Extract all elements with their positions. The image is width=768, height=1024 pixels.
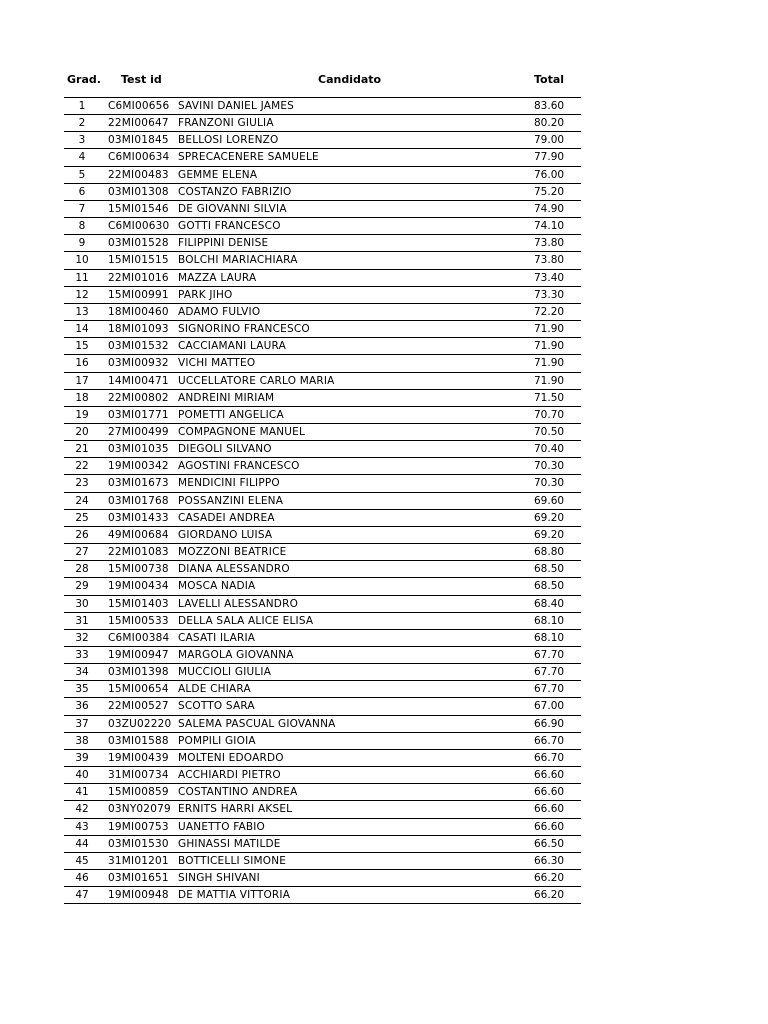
row-rank: 9	[78, 237, 86, 250]
row-total: 66.60	[534, 769, 565, 782]
row-candidate: SAVINI DANIEL JAMES	[178, 100, 295, 112]
row-rank: 39	[75, 751, 89, 764]
row-test-id: 31MI01201	[108, 854, 169, 867]
row-candidate: PARK JIHO	[178, 288, 233, 301]
row-candidate: MOSCA NADIA	[178, 580, 256, 593]
row-total: 66.60	[534, 803, 565, 816]
row-rank: 42	[75, 803, 89, 816]
row-rank: 47	[75, 889, 89, 902]
row-total: 66.90	[534, 717, 565, 730]
row-test-id: 03MI01433	[108, 511, 169, 524]
row-candidate: COMPAGNONE MANUEL	[178, 425, 306, 438]
table-row	[64, 733, 581, 750]
row-test-id: C6MI00384	[108, 631, 170, 644]
row-total: 83.60	[534, 100, 565, 112]
row-candidate: BELLOSI LORENZO	[178, 134, 279, 147]
row-candidate: CASATI ILARIA	[178, 631, 256, 644]
table-row	[64, 115, 581, 132]
row-total: 71.90	[534, 340, 565, 353]
header-total: Total	[534, 73, 565, 86]
row-total: 66.60	[534, 786, 565, 799]
row-candidate: VICHI MATTEO	[178, 357, 256, 370]
row-test-id: 03MI01528	[108, 237, 169, 250]
row-rank: 27	[75, 546, 89, 559]
table-row	[64, 424, 581, 441]
table-row	[64, 321, 581, 338]
row-rank: 8	[78, 220, 86, 233]
table-row	[64, 98, 581, 115]
row-total: 72.20	[534, 305, 565, 318]
row-total: 74.10	[534, 220, 565, 233]
table-row	[64, 716, 581, 733]
row-candidate: CACCIAMANI LAURA	[178, 340, 287, 353]
row-rank: 21	[75, 443, 89, 456]
table-row	[64, 338, 581, 355]
row-total: 73.30	[534, 288, 565, 301]
table-row	[64, 870, 581, 887]
row-test-id: 22MI00802	[108, 391, 169, 404]
table-row	[64, 304, 581, 321]
row-total: 75.20	[534, 185, 565, 198]
row-total: 67.00	[534, 700, 565, 713]
row-test-id: 18MI01093	[108, 323, 169, 336]
table-row	[64, 390, 581, 407]
row-rank: 15	[75, 340, 89, 353]
table-body	[64, 98, 581, 904]
row-total: 67.70	[534, 683, 565, 696]
row-rank: 31	[75, 614, 89, 627]
row-rank: 33	[75, 649, 89, 661]
row-candidate: MARGOLA GIOVANNA	[178, 649, 294, 661]
row-test-id: 03MI01768	[108, 494, 169, 507]
row-rank: 34	[75, 666, 89, 679]
table-row	[64, 493, 581, 510]
row-rank: 37	[75, 717, 89, 730]
table-row	[64, 270, 581, 287]
row-test-id: 03MI01035	[108, 443, 169, 456]
row-total: 68.50	[534, 580, 565, 593]
row-test-id: 18MI00460	[108, 305, 169, 318]
row-rank: 36	[75, 700, 89, 713]
row-rank: 35	[75, 683, 89, 696]
row-total: 71.50	[534, 391, 565, 404]
row-test-id: 19MI00439	[108, 751, 169, 764]
table-row	[64, 544, 581, 561]
row-candidate: SALEMA PASCUAL GIOVANNA	[178, 717, 336, 730]
row-candidate: POMPILI GIOIA	[178, 734, 256, 747]
row-test-id: C6MI00634	[108, 151, 170, 164]
row-rank: 45	[75, 854, 89, 867]
row-rank: 5	[78, 168, 86, 181]
table-row	[64, 201, 581, 218]
row-test-id: 19MI00948	[108, 889, 169, 902]
row-candidate: DIANA ALESSANDRO	[178, 563, 290, 576]
table-row	[64, 698, 581, 715]
row-candidate: ALDE CHIARA	[178, 683, 251, 696]
table-row	[64, 475, 581, 492]
row-total: 69.20	[534, 528, 565, 541]
table-row	[64, 681, 581, 698]
row-test-id: 15MI01546	[108, 202, 169, 215]
row-test-id: 03MI01771	[108, 408, 169, 421]
row-candidate: GEMME ELENA	[178, 168, 258, 181]
table-row	[64, 784, 581, 801]
row-rank: 4	[78, 151, 86, 164]
table-row	[64, 458, 581, 475]
row-rank: 17	[75, 374, 89, 387]
row-rank: 44	[75, 837, 89, 850]
table-row	[64, 407, 581, 424]
row-total: 71.90	[534, 374, 565, 387]
row-candidate: MOZZONI BEATRICE	[178, 546, 287, 559]
row-test-id: 03NY02079	[108, 803, 171, 816]
row-total: 71.90	[534, 323, 565, 336]
row-rank: 19	[75, 408, 89, 421]
row-test-id: 03MI01845	[108, 134, 169, 147]
row-total: 70.70	[534, 408, 565, 421]
row-rank: 32	[75, 631, 89, 644]
row-rank: 6	[78, 185, 86, 198]
row-total: 71.90	[534, 357, 565, 370]
row-total: 68.80	[534, 546, 565, 559]
row-total: 66.20	[534, 872, 565, 885]
row-total: 66.70	[534, 734, 565, 747]
row-test-id: 22MI01016	[108, 271, 169, 284]
table-row	[64, 767, 581, 784]
row-candidate: BOLCHI MARIACHIARA	[178, 254, 298, 267]
row-total: 68.10	[534, 614, 565, 627]
row-candidate: DE MATTIA VITTORIA	[178, 889, 291, 902]
table-row	[64, 801, 581, 818]
row-total: 68.50	[534, 563, 565, 576]
row-rank: 22	[75, 460, 89, 473]
row-test-id: 03ZU02220	[108, 717, 172, 730]
row-total: 76.00	[534, 168, 565, 181]
table-row	[64, 613, 581, 630]
row-candidate: ADAMO FULVIO	[178, 305, 261, 318]
row-candidate: SPRECACENERE SAMUELE	[178, 151, 319, 164]
row-total: 66.50	[534, 837, 565, 850]
row-candidate: GIORDANO LUISA	[178, 528, 273, 541]
row-test-id: 19MI00342	[108, 460, 169, 473]
table-row	[64, 836, 581, 853]
row-rank: 41	[75, 786, 89, 799]
row-test-id: 15MI00654	[108, 683, 169, 696]
row-candidate: DELLA SALA ALICE ELISA	[178, 614, 314, 627]
row-rank: 38	[75, 734, 89, 747]
row-total: 69.20	[534, 511, 565, 524]
row-test-id: 19MI00947	[108, 649, 169, 661]
row-rank: 25	[75, 511, 89, 524]
row-test-id: 03MI01398	[108, 666, 169, 679]
table-row	[64, 819, 581, 836]
table-header	[64, 70, 581, 98]
row-test-id: 15MI00738	[108, 563, 169, 576]
row-total: 70.50	[534, 425, 565, 438]
row-rank: 30	[75, 597, 89, 610]
row-candidate: POSSANZINI ELENA	[178, 494, 284, 507]
table-row	[64, 887, 581, 904]
row-rank: 28	[75, 563, 89, 576]
row-candidate: SIGNORINO FRANCESCO	[178, 323, 310, 336]
table-row	[64, 441, 581, 458]
row-candidate: UANETTO FABIO	[178, 820, 266, 833]
row-total: 70.40	[534, 443, 565, 456]
table-row	[64, 132, 581, 149]
row-total: 77.90	[534, 151, 565, 164]
row-test-id: 15MI01403	[108, 597, 169, 610]
row-total: 73.80	[534, 237, 565, 250]
row-candidate: POMETTI ANGELICA	[178, 408, 284, 421]
header-rank: Grad.	[67, 73, 101, 86]
row-test-id: 03MI01532	[108, 340, 169, 353]
row-test-id: 22MI00483	[108, 168, 169, 181]
row-test-id: 27MI00499	[108, 425, 169, 438]
row-test-id: 19MI00434	[108, 580, 169, 593]
row-candidate: FRANZONI GIULIA	[178, 117, 274, 130]
table-row	[64, 561, 581, 578]
table-row	[64, 853, 581, 870]
header-test-id: Test id	[121, 73, 162, 86]
row-test-id: 03MI01651	[108, 872, 169, 885]
row-candidate: SCOTTO SARA	[178, 700, 255, 713]
row-rank: 10	[75, 254, 89, 267]
table-row	[64, 510, 581, 527]
row-candidate: AGOSTINI FRANCESCO	[178, 460, 300, 473]
row-test-id: 19MI00753	[108, 820, 169, 833]
ranking-table	[64, 70, 581, 904]
row-rank: 3	[78, 134, 86, 147]
row-test-id: 14MI00471	[108, 374, 169, 387]
row-candidate: BOTTICELLI SIMONE	[178, 854, 287, 867]
row-total: 70.30	[534, 460, 565, 473]
row-test-id: 22MI00527	[108, 700, 169, 713]
row-total: 66.60	[534, 820, 565, 833]
table-row	[64, 647, 581, 664]
row-candidate: SINGH SHIVANI	[178, 872, 260, 885]
row-rank: 16	[75, 357, 89, 370]
table-row	[64, 373, 581, 390]
row-rank: 26	[75, 528, 89, 541]
row-total: 67.70	[534, 666, 565, 679]
row-total: 66.70	[534, 751, 565, 764]
row-test-id: 31MI00734	[108, 769, 169, 782]
row-total: 67.70	[534, 649, 565, 661]
table-row	[64, 235, 581, 252]
row-total: 66.20	[534, 889, 565, 902]
row-rank: 2	[78, 117, 86, 130]
row-total: 73.40	[534, 271, 565, 284]
row-candidate: MAZZA LAURA	[178, 271, 257, 284]
table-row	[64, 355, 581, 372]
row-candidate: DIEGOLI SILVANO	[178, 443, 272, 456]
row-test-id: 49MI00684	[108, 528, 169, 541]
row-candidate: LAVELLI ALESSANDRO	[178, 597, 299, 610]
row-rank: 40	[75, 769, 89, 782]
row-rank: 11	[75, 271, 89, 284]
row-rank: 24	[75, 494, 89, 507]
row-total: 66.30	[534, 854, 565, 867]
row-candidate: MUCCIOLI GIULIA	[178, 666, 272, 679]
row-candidate: ERNITS HARRI AKSEL	[178, 803, 293, 816]
row-rank: 14	[75, 323, 89, 336]
row-candidate: MENDICINI FILIPPO	[178, 477, 280, 490]
row-total: 79.00	[534, 134, 565, 147]
row-test-id: 03MI00932	[108, 357, 169, 370]
row-candidate: COSTANZO FABRIZIO	[178, 185, 292, 198]
row-candidate: MOLTENI EDOARDO	[178, 751, 284, 764]
row-rank: 13	[75, 305, 89, 318]
row-total: 74.90	[534, 202, 565, 215]
table-row	[64, 750, 581, 767]
row-test-id: 15MI01515	[108, 254, 169, 267]
row-rank: 12	[75, 288, 89, 301]
row-total: 70.30	[534, 477, 565, 490]
row-total: 69.60	[534, 494, 565, 507]
row-candidate: FILIPPINI DENISE	[178, 237, 269, 250]
table-row	[64, 527, 581, 544]
table-row	[64, 149, 581, 166]
header-candidate: Candidato	[318, 73, 382, 86]
row-rank: 23	[75, 477, 89, 490]
row-rank: 43	[75, 820, 89, 833]
row-test-id: C6MI00630	[108, 220, 170, 233]
row-rank: 20	[75, 425, 89, 438]
row-total: 68.10	[534, 631, 565, 644]
row-total: 80.20	[534, 117, 565, 130]
row-test-id: 03MI01588	[108, 734, 169, 747]
row-rank: 29	[75, 580, 89, 593]
row-test-id: C6MI00656	[108, 100, 170, 112]
row-test-id: 03MI01308	[108, 185, 169, 198]
table-row	[64, 596, 581, 613]
table-row	[64, 218, 581, 235]
row-test-id: 22MI01083	[108, 546, 169, 559]
table-row	[64, 252, 581, 269]
row-candidate: GOTTI FRANCESCO	[178, 220, 281, 233]
row-candidate: CASADEI ANDREA	[178, 511, 275, 524]
row-candidate: COSTANTINO ANDREA	[178, 786, 298, 799]
table-row	[64, 578, 581, 595]
row-candidate: UCCELLATORE CARLO MARIA	[178, 374, 335, 387]
row-test-id: 03MI01673	[108, 477, 169, 490]
row-total: 68.40	[534, 597, 565, 610]
row-rank: 18	[75, 391, 89, 404]
row-rank: 46	[75, 872, 89, 885]
table-row	[64, 184, 581, 201]
row-total: 73.80	[534, 254, 565, 267]
table-row	[64, 287, 581, 304]
row-test-id: 22MI00647	[108, 117, 169, 130]
table-row	[64, 664, 581, 681]
row-test-id: 15MI00859	[108, 786, 169, 799]
row-candidate: ANDREINI MIRIAM	[178, 391, 275, 404]
row-test-id: 03MI01530	[108, 837, 169, 850]
row-rank: 1	[78, 100, 86, 112]
row-candidate: GHINASSI MATILDE	[178, 837, 281, 850]
row-test-id: 15MI00991	[108, 288, 169, 301]
row-test-id: 15MI00533	[108, 614, 169, 627]
row-candidate: DE GIOVANNI SILVIA	[178, 202, 287, 215]
row-candidate: ACCHIARDI PIETRO	[178, 769, 281, 782]
row-rank: 7	[78, 202, 86, 215]
table-row	[64, 630, 581, 647]
table-row	[64, 167, 581, 184]
